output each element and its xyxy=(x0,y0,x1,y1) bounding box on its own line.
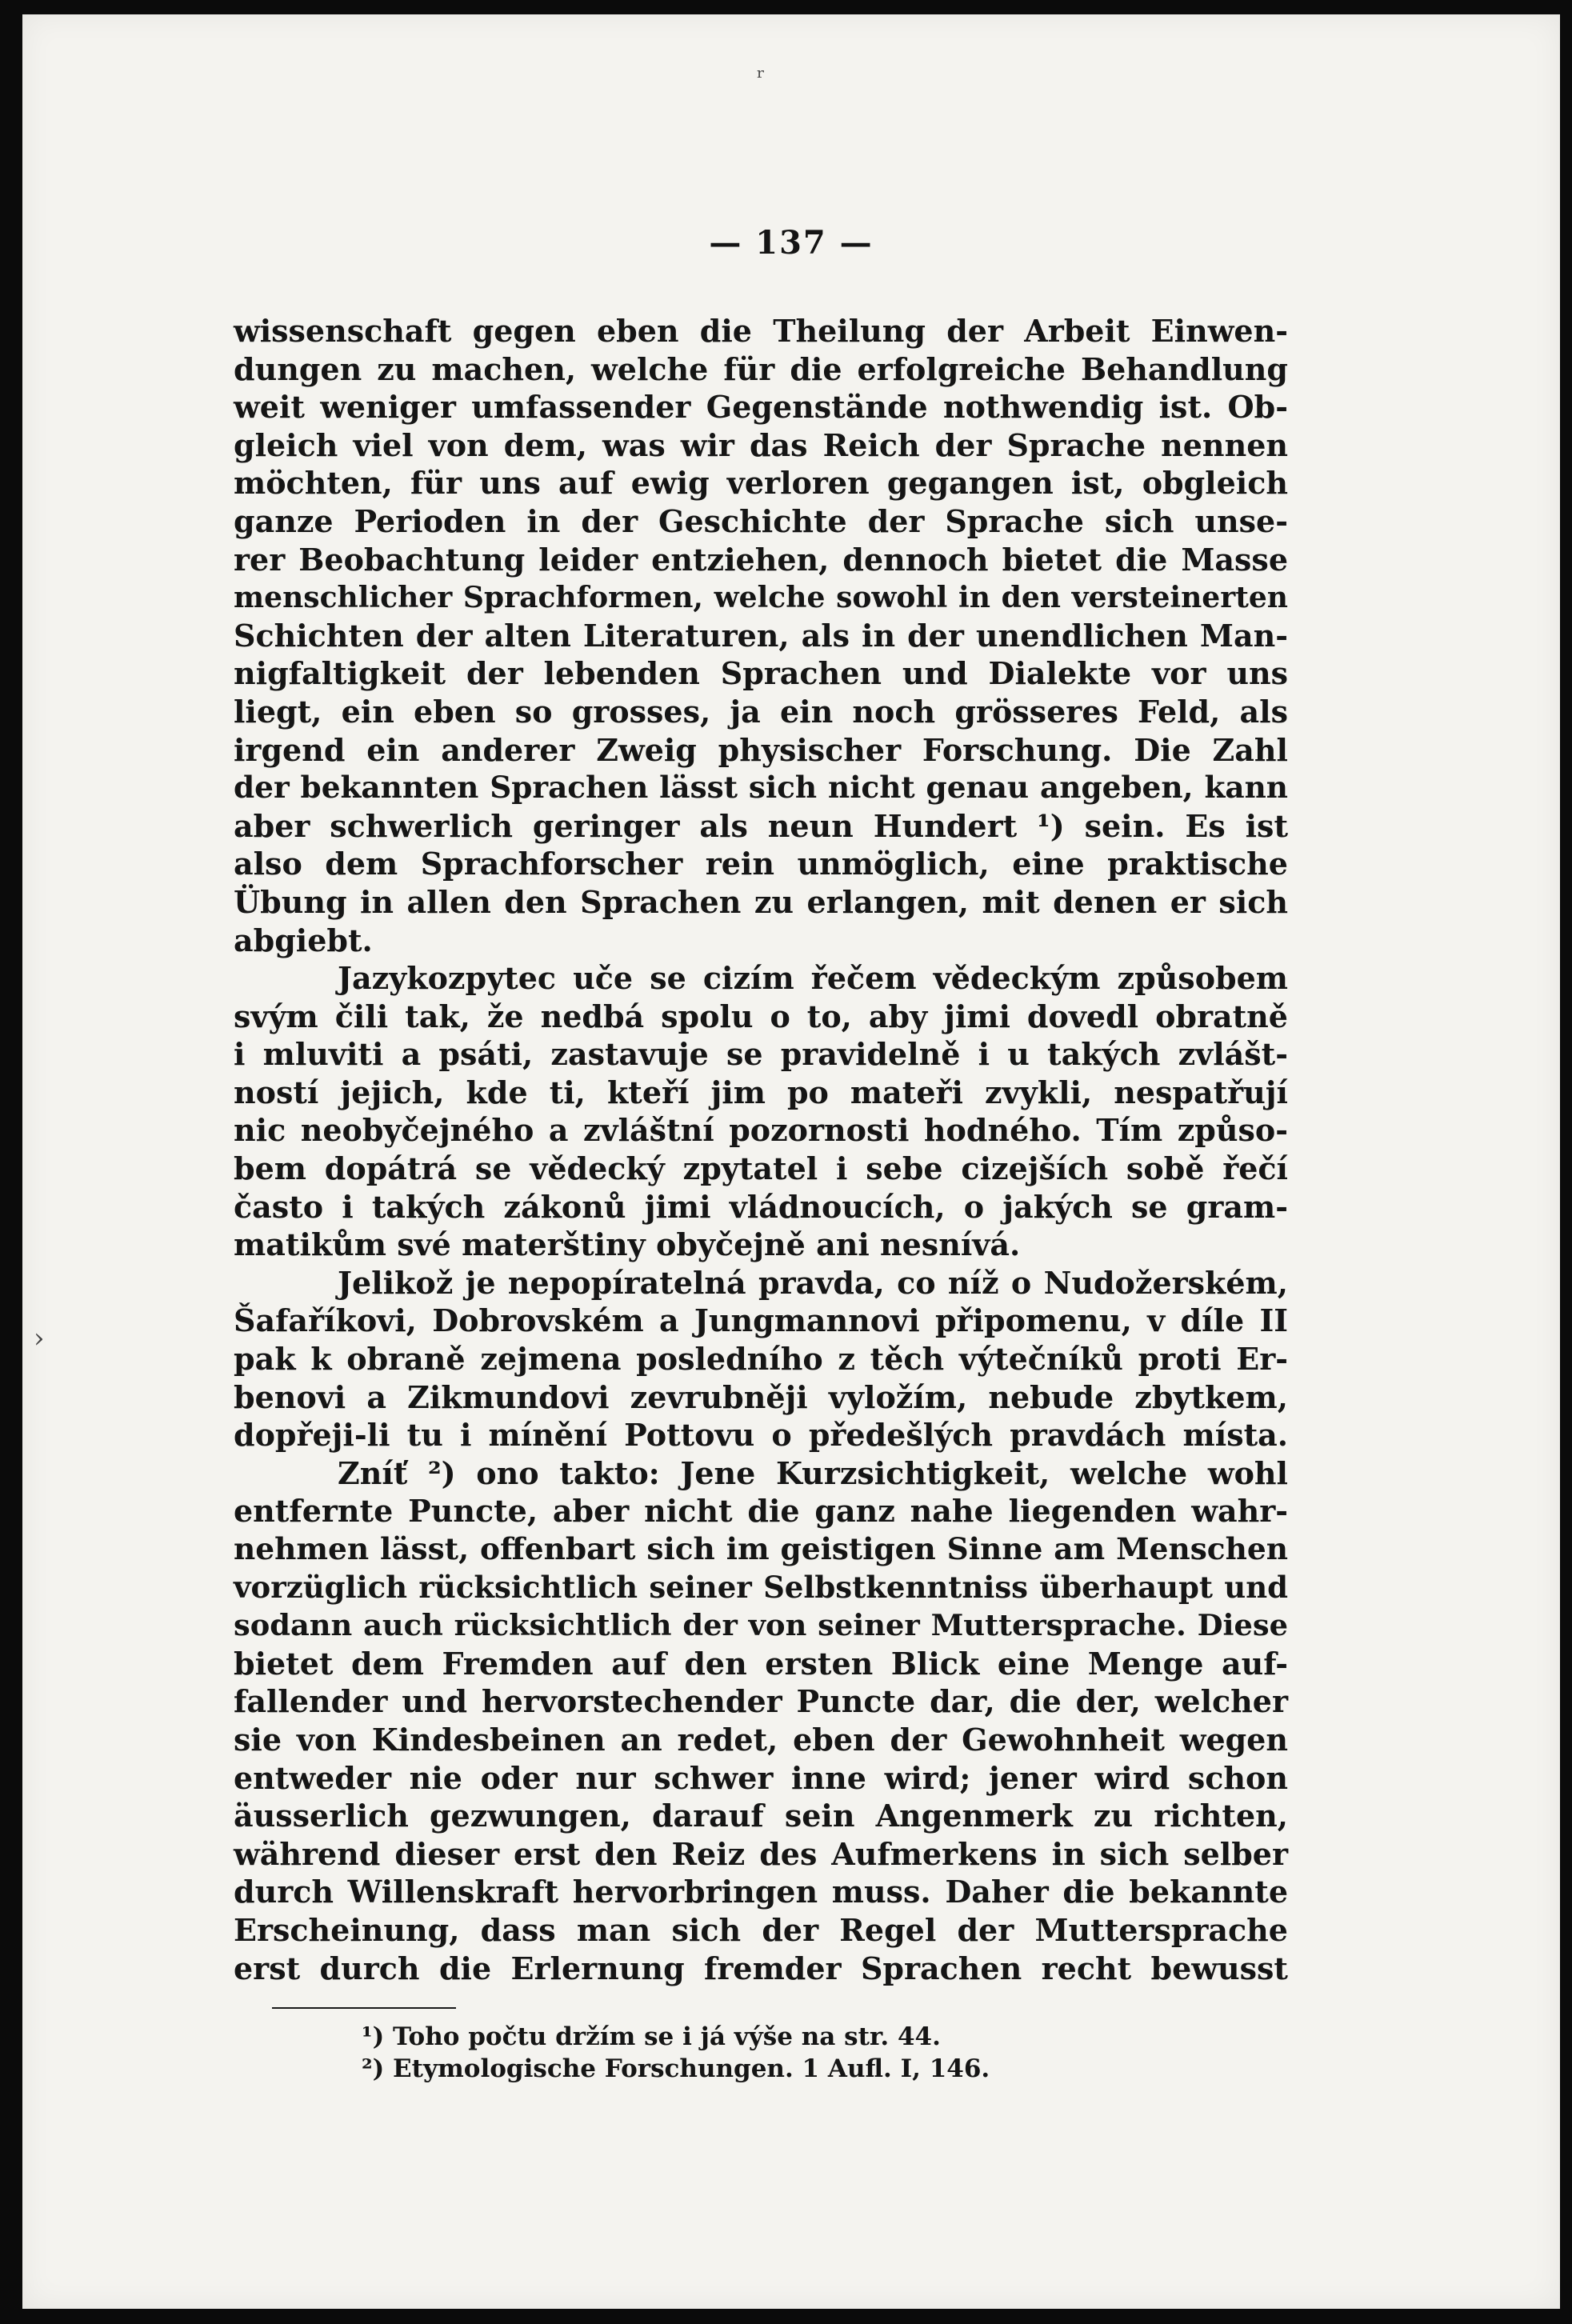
text-line: vorzüglich rücksichtlich seiner Selbstkenntniss überhaupt und xyxy=(234,1569,1288,1605)
text-line: bietet dem Fremden auf den ersten Blick eine Menge auf- xyxy=(234,1645,1288,1682)
scan-speck: ʳ xyxy=(757,64,766,92)
footnote-rule xyxy=(272,2007,456,2009)
text-line: často i takých zákonů jimi vládnoucích, o jakých se gram- xyxy=(234,1188,1288,1225)
text-line: während dieser erst den Reiz des Aufmerkens in sich selber xyxy=(234,1835,1288,1872)
text-line: fallender und hervorstechender Puncte dar, die der, welcher xyxy=(234,1683,1288,1720)
text-line: nigfaltigkeit der lebenden Sprachen und Dialekte vor uns xyxy=(234,655,1288,692)
footnote: ¹) Toho počtu držím se i já výše na str. 44. xyxy=(362,2022,941,2051)
text-line: der bekannten Sprachen lässt sich nicht genau angeben, kann xyxy=(234,770,1288,806)
text-line: sie von Kindesbeinen an redet, eben der Gewohnheit wegen xyxy=(234,1721,1288,1758)
text-line: also dem Sprachforscher rein unmöglich, eine praktische xyxy=(234,846,1288,882)
margin-arrow-mark: › xyxy=(34,1322,45,1354)
text-line: dopřeji-li tu i mínění Pottovu o předešlých pravdách místa. xyxy=(234,1417,1288,1454)
text-line: wissenschaft gegen eben die Theilung der Arbeit Einwen- xyxy=(234,313,1288,349)
page-number: — 137 — xyxy=(709,224,874,262)
text-line: i mluviti a psáti, zastavuje se pravidelně i u takých zvlášt- xyxy=(234,1036,1288,1073)
text-line: nic neobyčejného a zvláštní pozornosti hodného. Tím způso- xyxy=(234,1112,1288,1149)
text-line: erst durch die Erlernung fremder Sprachen recht bewusst xyxy=(234,1950,1288,1986)
text-line: Jelikož je nepopíratelná pravda, co níž o Nudožerském, xyxy=(338,1264,1288,1301)
text-line: menschlicher Sprachformen, welche sowohl in den versteinerten xyxy=(234,580,1288,615)
text-line: Erscheinung, dass man sich der Regel der Muttersprache xyxy=(234,1911,1288,1948)
text-line: benovi a Zikmundovi zevrubněji vyložím, nebude zbytkem, xyxy=(234,1378,1288,1415)
text-line: matikům své materštiny obyčejně ani nesnívá. xyxy=(234,1226,1021,1263)
text-line: Übung in allen den Sprachen zu erlangen, mit denen er sich xyxy=(234,883,1288,920)
text-line: irgend ein anderer Zweig physischer Forschung. Die Zahl xyxy=(234,731,1288,768)
text-line: Šafaříkovi, Dobrovském a Jungmannovi připomenu, v díle II xyxy=(234,1302,1288,1339)
text-line: Zníť ²) ono takto: Jene Kurzsichtigkeit, welche wohl xyxy=(338,1454,1288,1491)
text-line: pak k obraně zejmena posledního z těch výtečníků proti Er- xyxy=(234,1341,1288,1378)
text-line: svým čili tak, že nedbá spolu o to, aby jimi dovedl obratně xyxy=(234,998,1288,1034)
text-line: aber schwerlich geringer als neun Hundert ¹) sein. Es ist xyxy=(234,807,1288,844)
text-line: entfernte Puncte, aber nicht die ganz nahe liegenden wahr- xyxy=(234,1493,1288,1530)
footnotes xyxy=(362,2021,990,2085)
text-line: Schichten der alten Literaturen, als in der unendlichen Man- xyxy=(234,617,1288,654)
text-line: möchten, für uns auf ewig verloren gegangen ist, obgleich xyxy=(234,465,1288,502)
text-line: ganze Perioden in der Geschichte der Sprache sich unse- xyxy=(234,502,1288,539)
text-line: entweder nie oder nur schwer inne wird; jener wird schon xyxy=(234,1759,1288,1796)
text-line: sodann auch rücksichtlich der von seiner Muttersprache. Diese xyxy=(234,1607,1288,1643)
text-line: abgiebt. xyxy=(234,922,373,958)
footnote: ²) Etymologische Forschungen. 1 Aufl. I, 146. xyxy=(362,2054,990,2083)
text-line: gleich viel von dem, was wir das Reich der Sprache nennen xyxy=(234,426,1288,463)
text-line: nehmen lässt, offenbart sich im geistigen Sinne am Menschen xyxy=(234,1531,1288,1566)
text-line: äusserlich gezwungen, darauf sein Angenmerk zu richten, xyxy=(234,1798,1288,1834)
text-line: dungen zu machen, welche für die erfolgreiche Behandlung xyxy=(234,350,1288,387)
text-line: durch Willenskraft hervorbringen muss. Daher die bekannte xyxy=(234,1874,1288,1910)
book-page xyxy=(22,14,1560,2309)
text-line: Jazykozpytec uče se cizím řečem vědeckým způsobem xyxy=(338,960,1288,997)
text-line: bem dopátrá se vědecký zpytatel i sebe cizejších sobě řečí xyxy=(234,1150,1288,1187)
body-text xyxy=(234,312,1288,1987)
text-line: ností jejich, kde ti, kteří jim po mateři zvykli, nespatřují xyxy=(234,1074,1288,1110)
text-line: liegt, ein eben so grosses, ja ein noch grösseres Feld, als xyxy=(234,693,1288,730)
text-line: rer Beobachtung leider entziehen, dennoch bietet die Masse xyxy=(234,541,1288,578)
text-line: weit weniger umfassender Gegenstände nothwendig ist. Ob- xyxy=(234,389,1288,426)
